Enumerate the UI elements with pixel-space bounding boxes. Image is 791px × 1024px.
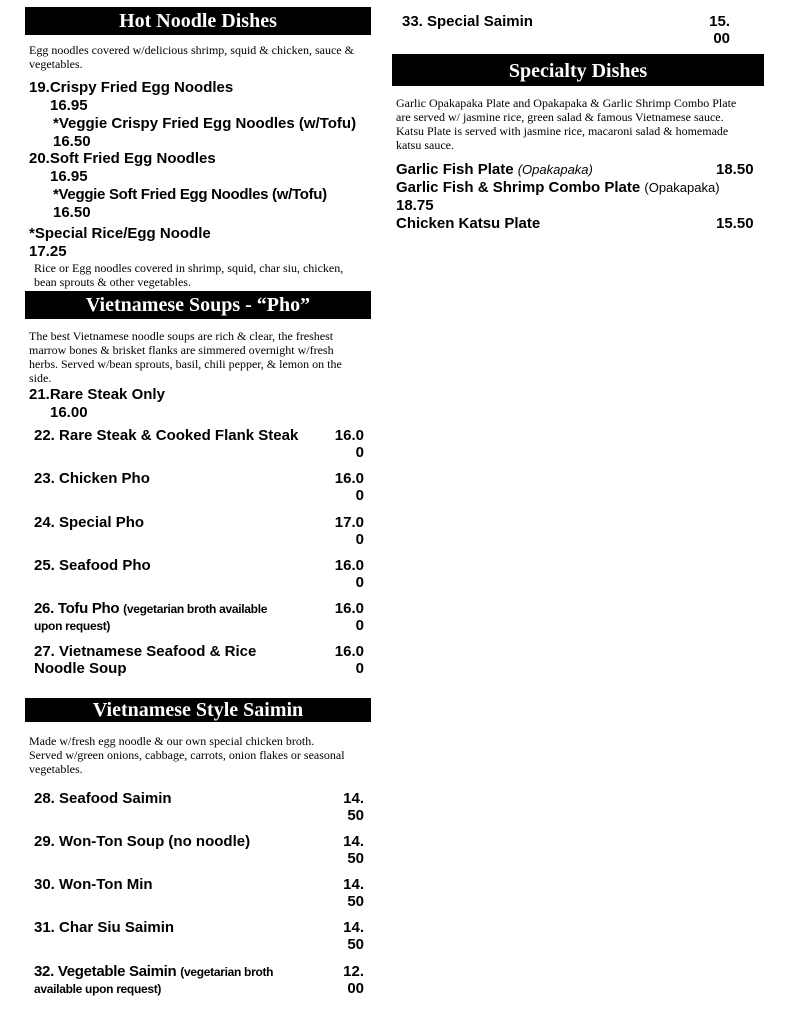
special-noodle-name: *Special Rice/Egg Noodle: [29, 225, 211, 242]
item-20-veggie-name: *Veggie Soft Fried Egg Noodles (w/Tofu): [53, 186, 327, 203]
item-26-note: (vegetarian broth available: [123, 602, 268, 616]
item-21-name: 21.Rare Steak Only: [29, 386, 165, 403]
item-32-note: (vegetarian broth: [180, 965, 274, 979]
specialty-description: Garlic Opakapaka Plate and Opakapaka & Garlic Shrimp Combo Plate are served w/ jasmine rice, green salad & famous Vietnamese sauce. Katsu Plate is served with jasmine rice, macaroni salad & homemade katsu sauce.: [396, 96, 737, 152]
garlic-fish-note: (Opakapaka): [517, 162, 593, 177]
specialty-header: Specialty Dishes: [392, 54, 764, 86]
combo-plate-price: 18.75: [396, 197, 434, 214]
item-21-price: 16.00: [50, 404, 88, 421]
item-20-name: 20.Soft Fried Egg Noodles: [29, 150, 216, 167]
item-20-veggie-price: 16.50: [53, 204, 91, 221]
combo-plate-name: Garlic Fish & Shrimp Combo Plate (Opakapaka): [396, 179, 720, 196]
item-27-price: 16.0 0: [334, 643, 364, 677]
item-22-price: 16.0 0: [334, 427, 364, 461]
item-29-name: 29. Won-Ton Soup (no noodle): [34, 833, 251, 850]
item-26-note-2: upon request): [34, 619, 111, 633]
item-23-price: 16.0 0: [334, 470, 364, 504]
chicken-katsu-price: 15.50: [716, 215, 754, 232]
hot-noodle-header: Hot Noodle Dishes: [25, 7, 371, 35]
item-20-price: 16.95: [50, 168, 88, 185]
item-30-price: 14. 50: [343, 876, 364, 910]
item-19-name: 19.Crispy Fried Egg Noodles: [29, 79, 234, 96]
special-noodle-price: 17.25: [29, 243, 67, 260]
hot-noodle-description: Egg noodles covered w/delicious shrimp, squid & chicken, sauce & vegetables.: [29, 43, 354, 71]
item-27-name-line1: 27. Vietnamese Seafood & Rice: [34, 643, 257, 660]
item-27-name-line2: Noodle Soup: [34, 660, 127, 677]
combo-plate-note: (Opakapaka): [644, 180, 720, 195]
garlic-fish-name: Garlic Fish Plate (Opakapaka): [396, 161, 593, 178]
item-24-name: 24. Special Pho: [34, 514, 145, 531]
item-32-price: 12. 00: [343, 963, 364, 997]
item-26-price: 16.0 0: [334, 600, 364, 634]
item-31-name: 31. Char Siu Saimin: [34, 919, 175, 936]
item-25-price: 16.0 0: [334, 557, 364, 591]
item-25-name: 25. Seafood Pho: [34, 557, 151, 574]
item-19-veggie-name: *Veggie Crispy Fried Egg Noodles (w/Tofu): [53, 115, 357, 132]
item-31-price: 14. 50: [343, 919, 364, 953]
item-32-note-2: available upon request): [34, 982, 162, 996]
item-33-name: 33. Special Saimin: [402, 13, 533, 30]
item-22-name: 22. Rare Steak & Cooked Flank Steak: [34, 427, 299, 444]
item-23-name: 23. Chicken Pho: [34, 470, 150, 487]
garlic-fish-price: 18.50: [716, 161, 754, 178]
item-33-price: 15. 00: [709, 13, 730, 47]
pho-description: The best Vietnamese noodle soups are rich & clear, the freshest marrow bones & brisket flanks are simmered overnight w/fresh herbs. Served w/bean sprouts, basil, chili pepper, & lemon on the side.: [29, 329, 342, 385]
special-noodle-description: Rice or Egg noodles covered in shrimp, squid, char siu, chicken, bean sprouts & other vegetables.: [34, 261, 344, 289]
item-30-name: 30. Won-Ton Min: [34, 876, 153, 893]
item-19-price: 16.95: [50, 97, 88, 114]
item-28-name: 28. Seafood Saimin: [34, 790, 172, 807]
item-28-price: 14. 50: [343, 790, 364, 824]
item-29-price: 14. 50: [343, 833, 364, 867]
item-24-price: 17.0 0: [334, 514, 364, 548]
item-19-veggie-price: 16.50: [53, 133, 91, 150]
item-32-name: 32. Vegetable Saimin (vegetarian broth: [34, 963, 274, 980]
chicken-katsu-name: Chicken Katsu Plate: [396, 215, 541, 232]
saimin-description: Made w/fresh egg noodle & our own special chicken broth. Served w/green onions, cabbage, carrots, onion flakes or seasonal vegetables.: [29, 734, 345, 776]
item-26-name: 26. Tofu Pho (vegetarian broth available: [34, 600, 268, 617]
pho-header: Vietnamese Soups - “Pho”: [25, 291, 371, 319]
saimin-header: Vietnamese Style Saimin: [25, 698, 371, 722]
